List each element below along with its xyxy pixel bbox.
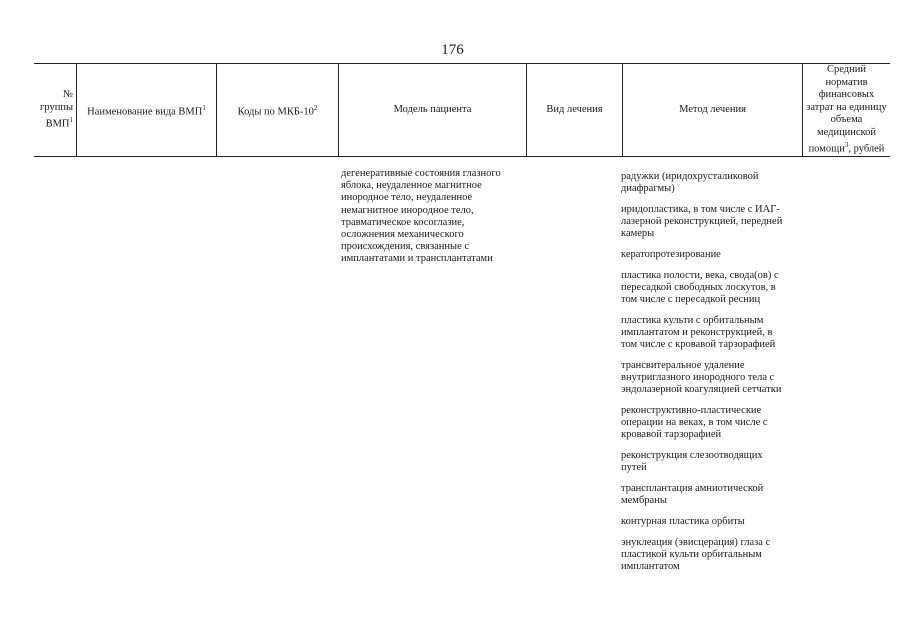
header-group-number: № группы ВМП$^1$ bbox=[40, 89, 73, 130]
treatment-method-item: реконструктивно-пластические операции на веках, в том числе с кровавой тарзорафией bbox=[621, 405, 768, 441]
treatment-method-item: радужки (иридохрусталиковой диафрагмы) bbox=[621, 171, 759, 195]
page-number: 176 bbox=[441, 42, 464, 58]
treatment-method-list bbox=[621, 171, 801, 582]
header-vmp-name: Наименование вида ВМП$^1$ bbox=[87, 103, 206, 117]
header-cost-standard: Средний норматив финансовых затрат на единицу объема медицинской помощи$^3$, рублей bbox=[806, 64, 887, 155]
header-icd-codes: Коды по МКБ-$10^2$ bbox=[237, 103, 318, 117]
treatment-method-item: трансплантация амниотической мембраны bbox=[621, 483, 764, 507]
table-header bbox=[34, 63, 890, 157]
header-treatment-type: Вид лечения bbox=[546, 103, 603, 115]
treatment-method-item: кератопротезирование bbox=[621, 249, 721, 261]
header-treatment-method: Метод лечения bbox=[679, 103, 746, 115]
treatment-method-item: контурная пластика орбиты bbox=[621, 515, 745, 527]
treatment-method-item: пластика культи с орбитальным имплантатом и реконструкцией, в том числе с кровавой тарзорафией bbox=[621, 314, 776, 351]
treatment-method-item: пластика полости, века, свода(ов) с пересадкой свободных лоскутов, в том числе с пересадкой ресниц bbox=[621, 269, 779, 306]
treatment-method-item: трансвитеральное удаление внутриглазного инородного тела с эндолазерной коагуляцией сетчатки bbox=[621, 359, 782, 396]
treatment-method-item: энуклеация (эвисцерация) глаза с пластикой культи орбитальным имплантатом bbox=[621, 536, 771, 573]
patient-model-text: дегенеративные состояния глазного яблока, неудаленное магнитное инородное тело, неудаленное немагнитное инородное тело, травматическое косоглазие, осложнения механического происхождения, связанные с имплантатами и трансплантатами bbox=[341, 168, 501, 265]
treatment-method-item: иридопластика, в том числе с ИАГ- лазерной реконструкцией, передней камеры bbox=[621, 203, 783, 240]
header-patient-model: Модель пациента bbox=[393, 103, 472, 115]
treatment-method-item: реконструкция слезоотводящих путей bbox=[621, 450, 763, 474]
